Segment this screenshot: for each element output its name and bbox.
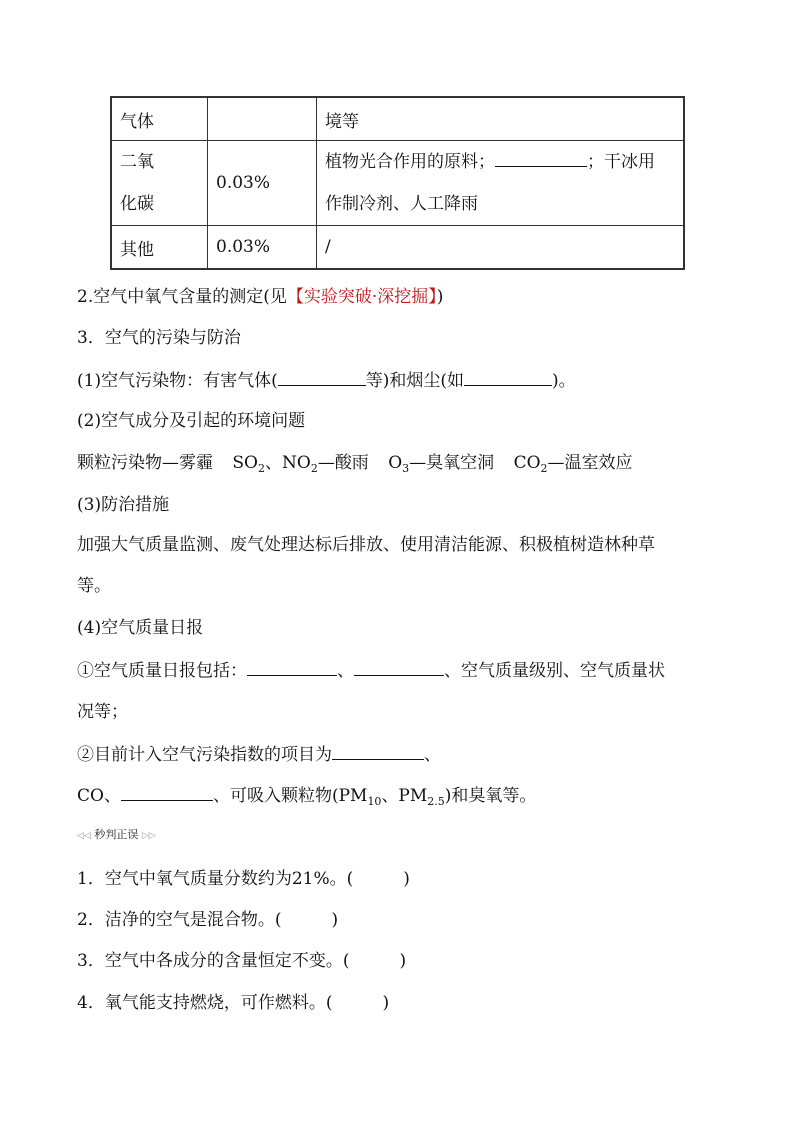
text: )和臭氧等。: [444, 786, 537, 806]
judge-close: ): [403, 869, 410, 889]
subscript: 2: [310, 462, 318, 475]
air-composition-table: [110, 96, 685, 270]
item-2-close: ): [436, 287, 444, 307]
judge-text: 3．空气中各成分的含量恒定不变。(: [77, 951, 350, 971]
subsection-heading: (3)防治措施: [77, 495, 170, 515]
text: 、空气质量级别、空气质量状: [444, 661, 665, 681]
formula: SO: [232, 453, 258, 473]
table-row: [111, 97, 684, 141]
item-2-text: 2.空气中氧气含量的测定(见: [77, 287, 287, 307]
table-cell: 其他: [111, 226, 208, 270]
answer-blank[interactable]: [278, 369, 366, 386]
daily-report-line: [77, 656, 665, 681]
text: )。: [551, 371, 576, 391]
cell-text: ；干冰用: [587, 152, 655, 172]
table-cell: [111, 141, 208, 226]
judge-text: 2．洁净的空气是混合物。(: [77, 910, 282, 930]
cell-line: 二氧: [120, 152, 154, 172]
table-cell: /: [317, 226, 685, 270]
quick-judge-tag: [77, 826, 156, 842]
text: CO、: [77, 786, 121, 806]
answer-blank[interactable]: [121, 784, 213, 801]
subscript: 2.5: [427, 795, 445, 808]
subscript: 10: [367, 795, 382, 808]
cross-reference-link[interactable]: 【实验突破·深挖掘】: [286, 287, 437, 307]
subscript: 2: [540, 462, 548, 475]
judge-close: ): [399, 951, 407, 971]
table-cell: [317, 141, 685, 226]
text: 等)和烟尘(如: [365, 371, 464, 391]
text: 、可吸入颗粒物(PM: [212, 786, 368, 806]
table-cell: 境等: [317, 97, 685, 141]
measures-line: 等。: [77, 576, 111, 596]
table-cell: [208, 97, 317, 141]
right-arrows-icon: ▷▷: [141, 831, 156, 841]
subscript: 2: [258, 462, 265, 475]
subsection-heading: (4)空气质量日报: [77, 618, 204, 638]
left-arrows-icon: ◁◁: [77, 831, 91, 841]
tag-label: 秒判正误: [94, 828, 139, 841]
cell-line: 作制冷剂、人工降雨: [325, 194, 478, 214]
answer-blank[interactable]: [464, 369, 552, 386]
text: 、: [337, 661, 354, 681]
judge-close: ): [382, 993, 390, 1013]
subscript: 3: [402, 462, 410, 475]
index-line: [77, 781, 536, 808]
judge-item: [77, 864, 410, 889]
judge-text: 1．空气中氧气质量分数约为21%。(: [77, 869, 354, 889]
judge-item: [77, 988, 389, 1013]
answer-blank[interactable]: [332, 743, 424, 760]
section-heading: 3．空气的污染与防治: [77, 328, 241, 348]
text: ②目前计入空气污染指数的项目为: [77, 745, 332, 765]
judge-item: [77, 905, 338, 930]
answer-blank[interactable]: [495, 150, 587, 167]
table-row: [111, 226, 684, 270]
table-cell: 气体: [111, 97, 208, 141]
text: 、: [424, 745, 441, 765]
formula: 、NO: [265, 453, 311, 473]
text: (1)空气污染物：有害气体(: [77, 371, 278, 391]
answer-blank[interactable]: [247, 659, 337, 676]
table-row: [111, 141, 684, 226]
judge-item: [77, 946, 406, 971]
judge-close: ): [331, 910, 339, 930]
text: ①空气质量日报包括：: [77, 661, 247, 681]
cell-line: 化碳: [120, 194, 154, 214]
text: 、PM: [381, 786, 428, 806]
table-cell: 0.03%: [208, 141, 317, 226]
text: —酸雨: [317, 453, 369, 473]
formula: CO: [513, 453, 541, 473]
daily-report-line: 况等；: [77, 702, 128, 722]
table-cell: 0.03%: [208, 226, 317, 270]
subsection-heading: (2)空气成分及引起的环境问题: [77, 411, 306, 431]
answer-blank[interactable]: [354, 659, 444, 676]
pollutant-line: [77, 366, 576, 391]
index-line: [77, 740, 441, 765]
text: —臭氧空洞: [409, 453, 495, 473]
text: 颗粒污染物—雾霾: [77, 453, 213, 473]
judge-text: 4．氧气能支持燃烧，可作燃料。(: [77, 993, 333, 1013]
formula: O: [388, 453, 403, 473]
item-2-line: [77, 282, 443, 307]
cell-line: [325, 141, 675, 183]
issues-line: [77, 448, 633, 475]
cell-text: 植物光合作用的原料；: [325, 152, 495, 172]
text: —温室效应: [547, 453, 633, 473]
measures-line: 加强大气质量监测、废气处理达标后排放、使用清洁能源、积极植树造林种草: [77, 535, 655, 555]
